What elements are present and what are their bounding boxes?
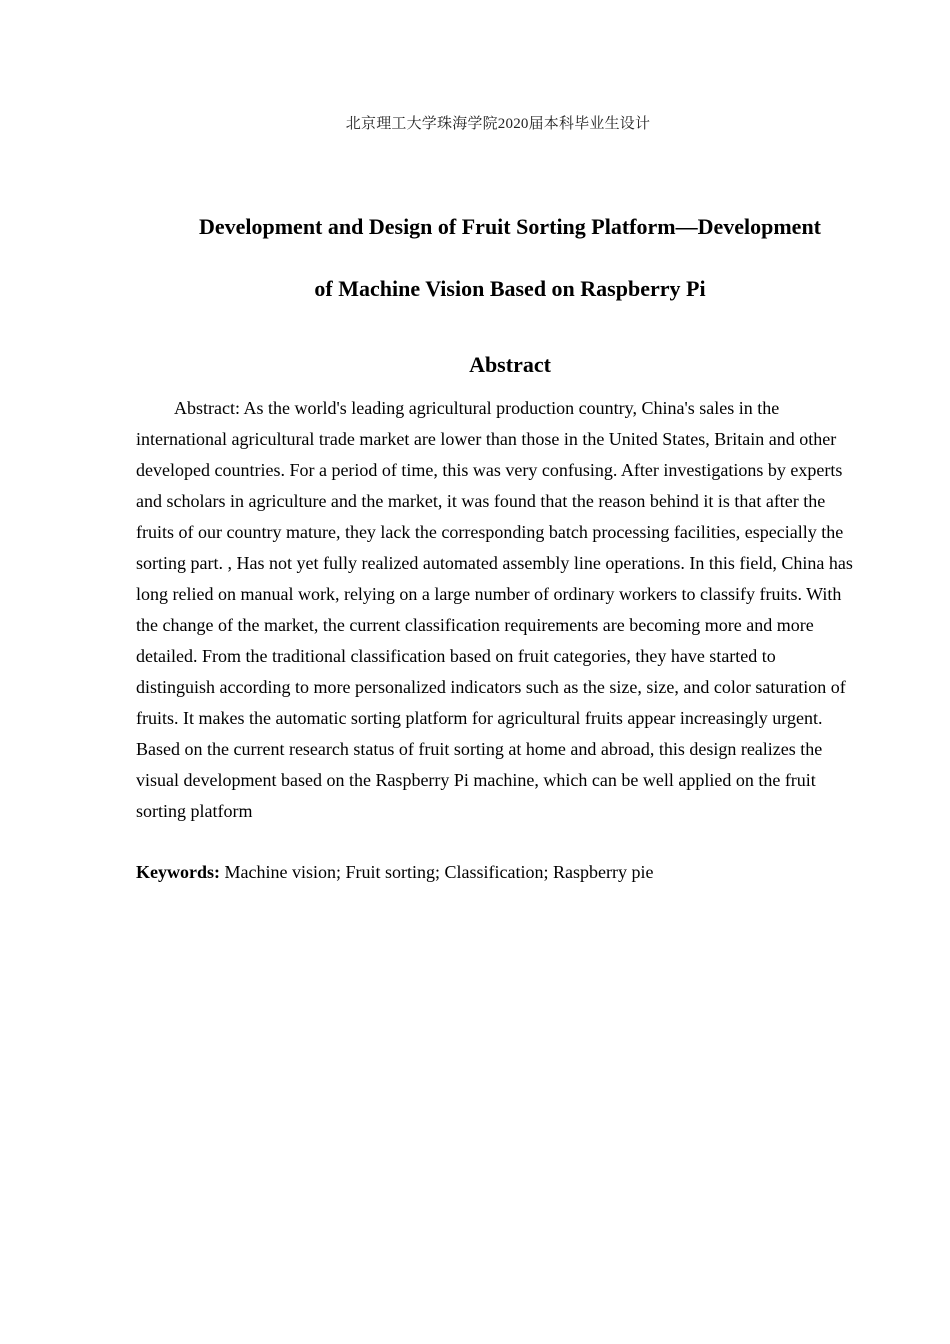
title-line-2: of Machine Vision Based on Raspberry Pi [314,276,706,301]
keywords-label: Keywords: [136,862,220,882]
abstract-body: Abstract: As the world's leading agricultural production country, China's sales in the international agricultural trade market are lower than those in the United States, Britain and other developed countries. For a period of time, this was very confusing. After investigations by experts and scholars in agriculture and the market, it was found that the reason behind it is that after the fruits of our country mature, they lack the corresponding batch processing facilities, especially the sorting part. , Has not yet fully realized automated assembly line operations. In this field, China has long relied on manual work, relying on a large number of ordinary workers to classify fruits. With the change of the market, the current classification requirements are becoming more and more detailed. From the traditional classification based on fruit categories, they have started to distinguish according to more personalized indicators such as the size, size, and color saturation of fruits. It makes the automatic sorting platform for agricultural fruits appear increasingly urgent. Based on the current research status of fruit sorting at home and abroad, this design realizes the visual development based on the Raspberry Pi machine, which can be well applied on the fruit sorting platform [136,398,853,821]
keywords-text: Machine vision; Fruit sorting; Classification; Raspberry pie [220,862,654,882]
document-title [136,196,884,320]
keywords [136,857,854,888]
running-header: 北京理工大学珠海学院2020届本科毕业生设计 [345,116,651,132]
abstract-heading: Abstract [469,352,551,377]
title-line-1: Development and Design of Fruit Sorting Platform—Development [198,214,822,239]
